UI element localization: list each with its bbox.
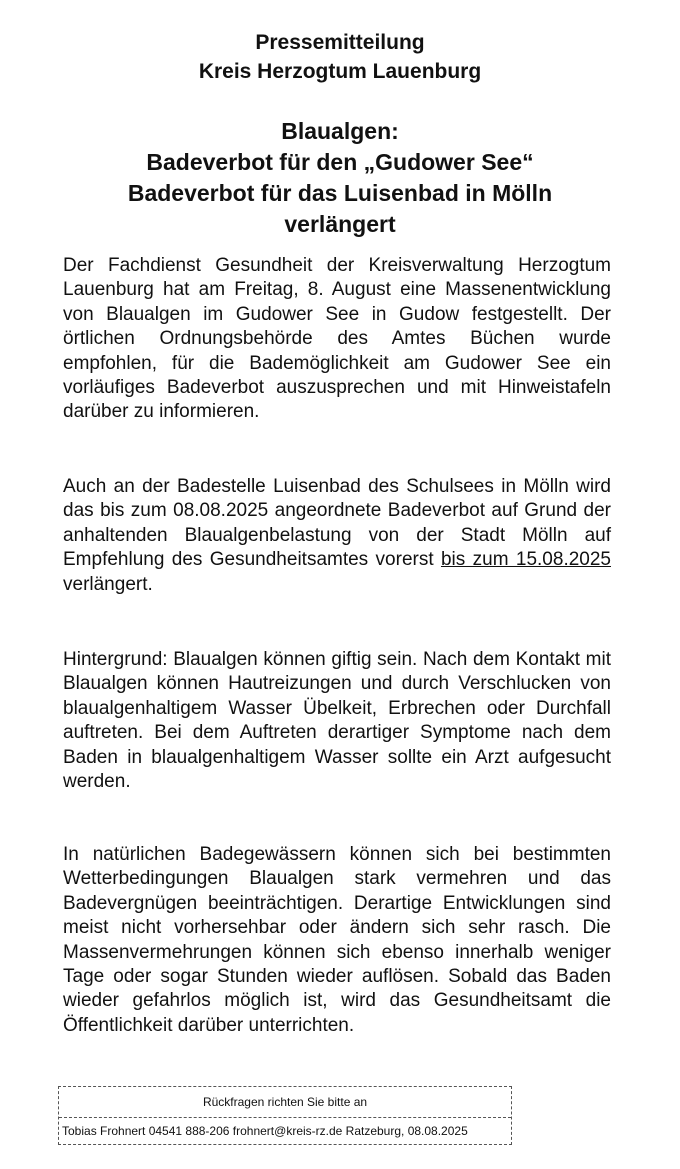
paragraph-luisenbad-text: Auch an der Badestelle Luisenbad des Schulsees in Mölln wird das bis zum 08.08.2025 angeordnete Badeverbot auf Grund der anhaltenden Blaualgenbelastung von der Stadt Mölln auf Empfehlung des Gesundheitsamtes vorerst	[63, 476, 611, 571]
paragraph-gudower-see: Der Fachdienst Gesundheit der Kreisverwaltung Herzogtum Lauenburg hat am Freitag, 8. August eine Massenentwicklung von Blaualgen im Gudower See in Gudow festgestellt. Der örtlichen Ordnungsbehörde des Amtes Büchen wurde empfohlen, für die Bademöglichkeit am Gudower See ein vorläufiges Badeverbot auszusprechen und mit Hinweistafeln darüber zu informieren.	[63, 255, 611, 423]
headline-line-1: Blaualgen:	[281, 118, 399, 144]
paragraph-luisenbad-end: verlängert.	[63, 573, 153, 595]
press-release-label: Pressemitteilung	[255, 31, 425, 54]
issuer-name: Kreis Herzogtum Lauenburg	[198, 60, 482, 83]
contact-divider	[59, 1117, 511, 1118]
headline-line-4: verlängert	[284, 211, 396, 237]
contact-details: Tobias Frohnert 04541 888-206 frohnert@kreis-rz.de Ratzeburg, 08.08.2025	[62, 1124, 468, 1138]
extension-date: bis zum 15.08.2025	[440, 549, 611, 571]
paragraph-luisenbad	[63, 475, 611, 597]
headline-line-3: Badeverbot für das Luisenbad in Mölln	[127, 180, 553, 206]
contact-heading: Rückfragen richten Sie bitte an	[202, 1095, 368, 1109]
paragraph-natural-waters: In natürlichen Badegewässern können sich bei bestimmten Wetterbedingungen Blaualgen stark vermehren und das Badevergnügen beeinträchtigen. Derartige Entwicklungen sind meist nicht vorhersehbar oder ändern sich sehr rasch. Die Massenvermehrungen können sich ebenso innerhalb weniger Tage oder sogar Stunden wieder auflösen. Sobald das Baden wieder gefahrlos möglich ist, wird das Gesundheitsamt die Öffentlichkeit darüber unterrichten.	[63, 844, 611, 1036]
headline-line-2: Badeverbot für den „Gudower See“	[146, 149, 534, 175]
contact-box	[58, 1086, 512, 1145]
paragraph-background: Hintergrund: Blaualgen können giftig sein. Nach dem Kontakt mit Blaualgen können Hautreizungen und durch Verschlucken von blaualgenhaltigem Wasser Übelkeit, Erbrechen oder Durchfall auftreten. Bei dem Auftreten derartiger Symptome nach dem Baden in blaualgenhaltigem Wasser sollte ein Arzt aufgesucht werden.	[63, 649, 611, 793]
